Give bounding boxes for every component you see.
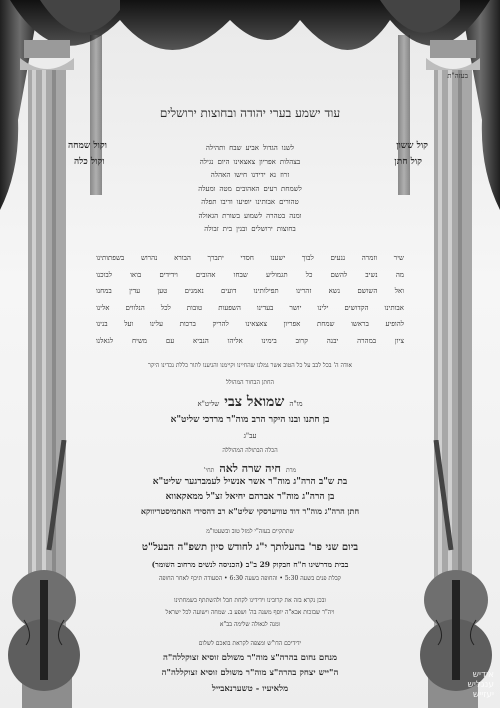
groom-prefix: מו"ה	[289, 400, 303, 408]
groom-suffix: שליט"א	[197, 400, 220, 408]
song-line: ציון במהרה יבנה קרוב בימינו אליהו הנביא עם משיח לגאלנו	[96, 336, 404, 345]
bride-prefix: מרת	[285, 467, 297, 474]
watermark	[468, 670, 494, 700]
signature-line-4: מלאיעיו - טשערנאבייל	[211, 684, 289, 694]
bride-name: חיה שרה לאה	[219, 462, 281, 475]
groom-name: שמואל צבי	[224, 394, 285, 410]
signature-line-2: מנחם נחום בהרה"צ מוה"ר משולם זוסיא זצוקללה"ה	[162, 653, 338, 663]
poem-line: לשמחת רעים האהובים מטה ומעלה	[198, 184, 302, 193]
poem-line: לשנו הגדול אביע שבח ותהילה	[205, 144, 295, 152]
poem-block	[82, 142, 418, 237]
blessing-line-3: ומנה לגאולה שלימה בב"א	[219, 621, 281, 628]
watermark-line: יעזייש	[472, 690, 494, 700]
invite-line-7: בן הרה"ג מוה"ר אברהם יחיאל זצ"ל ממאקאווא	[165, 492, 335, 502]
side-left-2: וקול כלה	[74, 157, 105, 167]
invite-line-6: בת ש"ב הרה"ג מוה"ר אשר אנשיל לעמברגער שליט"א	[152, 477, 348, 487]
watermark-line: אידיש	[472, 670, 494, 680]
page-title: עוד ישמע בערי יהודה ובחוצות ירושלים	[159, 106, 341, 120]
venue-line: בבית מדרשינו ח"ח חבקוק 29 ב"ב (הכניסה לנשים מרחוב השומר)	[151, 560, 349, 569]
song-line: להופיע בראשו שמחת אפריון צאצאינו להריק ברכות עלינו ועל בנינו	[96, 320, 404, 328]
invite-line-9: שתתקיים בעזה"י למזל טוב ובשעטו"מ	[206, 528, 294, 535]
invite-line-8: חתן הרה"ג מוה"ר דוד טוויערסקי שליט"א רב דהסידי האחמיסטריווקא	[140, 506, 360, 516]
groom-line	[82, 391, 418, 411]
bride-line	[82, 457, 418, 476]
bs-label: בעזה"ת	[447, 72, 468, 80]
side-right-2: קול חתן	[394, 157, 422, 167]
invite-line-5: הכלה הבתולה המהוללה	[222, 447, 278, 454]
poem-line: טהורים אבותינו יופיעו ודיבו תפלה	[201, 198, 299, 206]
left-violin-image	[4, 440, 94, 700]
side-left-1: וקול שמחה	[68, 141, 107, 151]
side-right-1: קול ששון	[396, 141, 428, 151]
invite-line-1: אודה ה' בכל לבב על כל הטוב אשר גמלנו שהחיינו וקיימנו והגיענו לתור כללת נכדינו היקר	[148, 362, 352, 369]
blessing-line-1: ובכן נקרא בזה את קרובינו וידידינו לקחת חבל ולהשתתף בשמחתינו	[173, 597, 327, 604]
invite-line-2: החתן הבחור המהולל	[226, 379, 274, 386]
poem-line: זרוז נא ידידנו חישו האהלה	[210, 171, 290, 179]
invitation-text	[68, 0, 468, 708]
song-line: אבותינו הקדושים ילינו יושר בעדינו השפעות טובות לכל הנלווים אלינו	[96, 303, 404, 312]
signature-line-3: ה"ייש יצחק בהרה"צ מוה"ר משולם זוסיא זצוקללה"ה	[161, 668, 339, 678]
bride-suffix: תחי'	[203, 467, 215, 474]
song-block	[82, 250, 418, 349]
invite-line-3: בן חתנו ובנו היקר הרב מוה"ר מרדכי שליט"א	[170, 415, 330, 425]
song-line: ואל השושם נשא זהרינו תפילותינו דועים נאמנים טען עדין במחנו	[96, 287, 404, 295]
poem-line: בצהלות אפריון צאצאינו היום נגילה	[199, 157, 301, 166]
blessing-line-2: ויה"ר שבזכות אבא"ה יוסף משנה בה' ושפע ב. שמחה וישועה לכל ישראל	[165, 609, 335, 616]
date-line: ביום שני פר' בהעלותך י"ג לחודש סיון תשפ"ה הבעל"ט	[141, 542, 359, 553]
song-line: שיר וזמרה ננעים לבוך ישענו חסדי יתברך הבורא נהרוש בשפתותינו	[96, 254, 404, 262]
right-violin-image	[406, 440, 496, 700]
times-line: קבלת פנים בשעה 5:30 • והחופה בשעה 6:30 • הסעודה תיכף לאחר החופה	[158, 575, 342, 582]
poem-line: בחוצות ירושלים ובנין בית זבולה	[204, 225, 296, 233]
poem-line: ומנה בטהרה לשמוע בשורת הגאולה	[198, 211, 302, 220]
signature-line-1: ידידיכם הדו"ש ומצפה לקראת בואכם לשלום	[198, 640, 302, 647]
watermark-line: ענגליש	[467, 680, 494, 690]
song-line: מה נשיב להשם כל תגמוליע שבחו אהובים וידידים בואו לבוכנו	[96, 270, 404, 279]
invite-line-4: עב"ג	[243, 432, 257, 440]
